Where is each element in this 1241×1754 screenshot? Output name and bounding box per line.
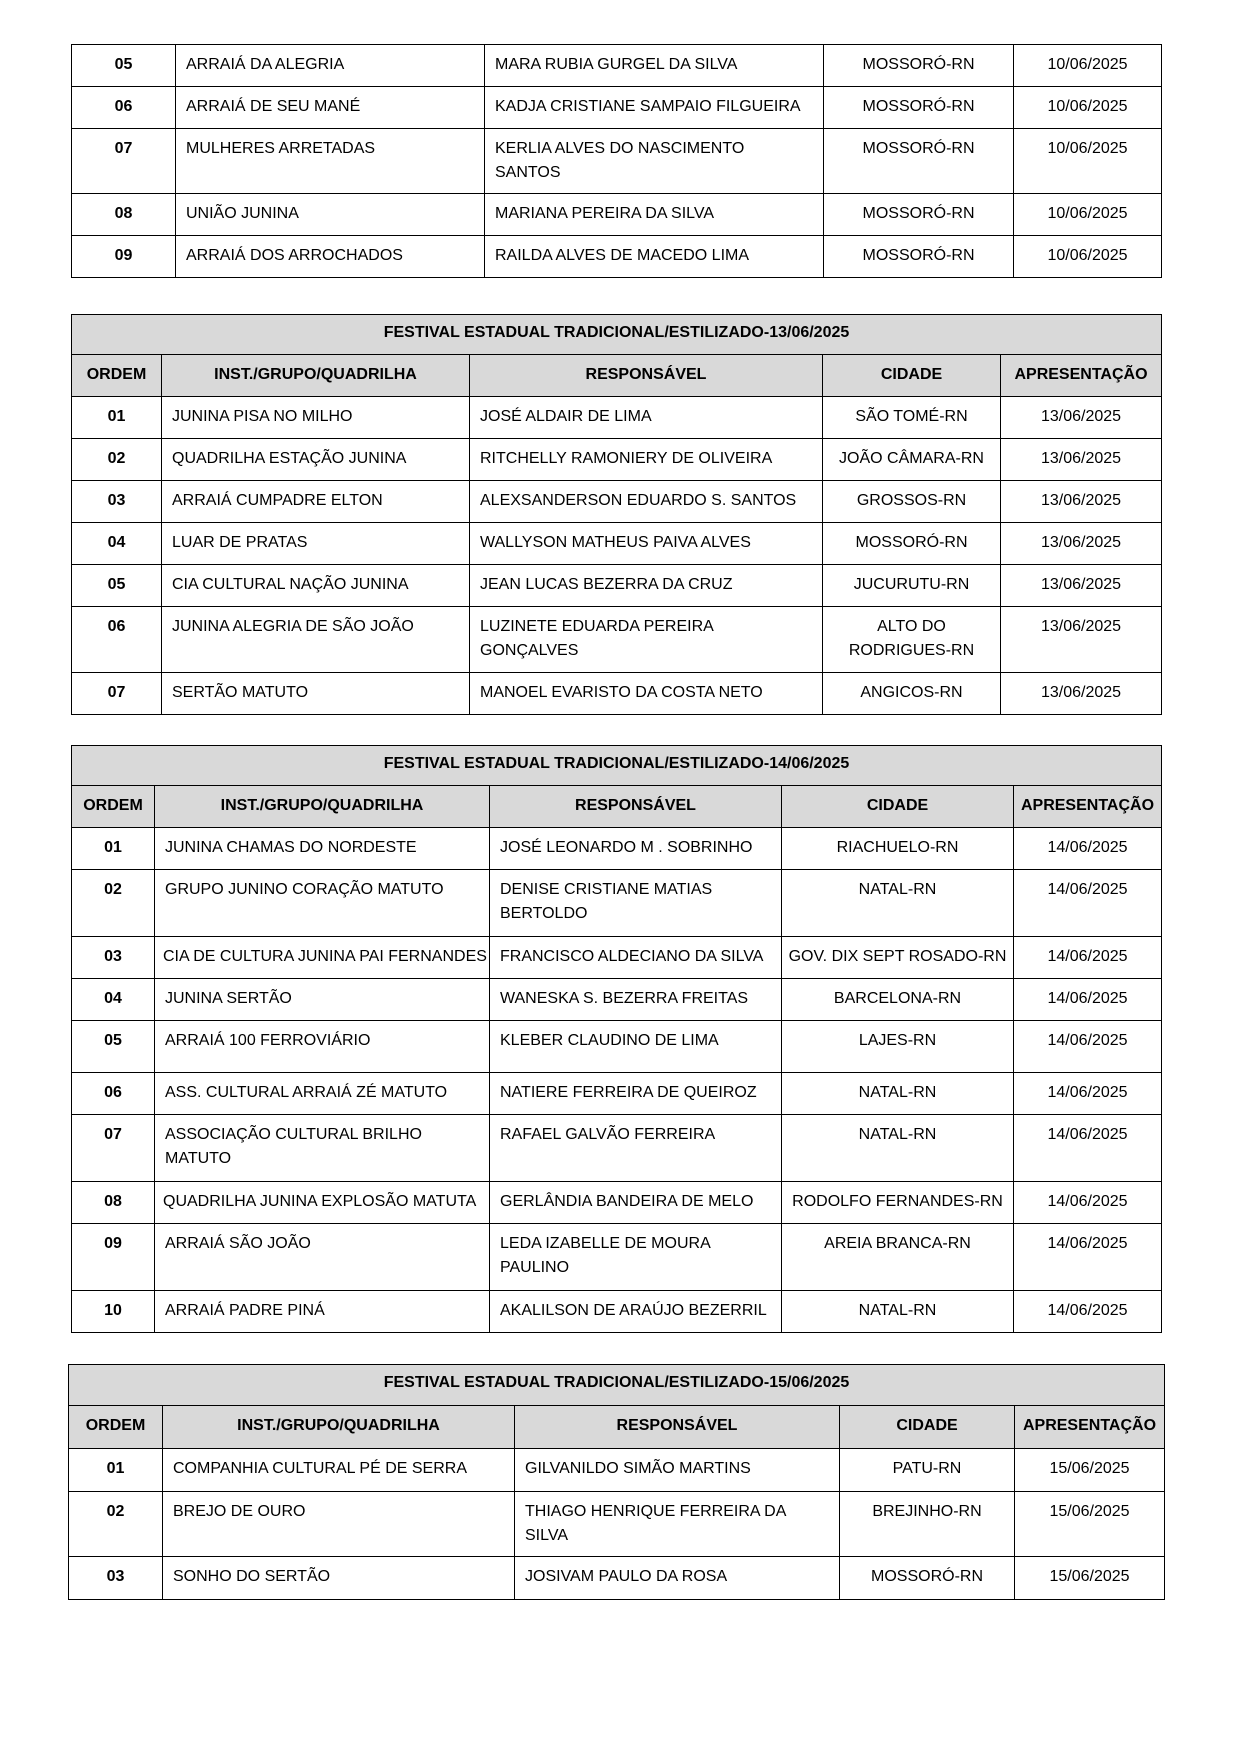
cidade-cell: GOV. DIX SEPT ROSADO-RN bbox=[782, 937, 1014, 979]
responsavel-cell: ALEXSANDERSON EDUARDO S. SANTOS bbox=[470, 481, 823, 523]
ordem-cell: 08 bbox=[72, 194, 176, 236]
table-row bbox=[72, 1115, 1162, 1182]
cidade-cell: BARCELONA-RN bbox=[782, 979, 1014, 1021]
apresentacao-cell: 14/06/2025 bbox=[1014, 1021, 1162, 1073]
grupo-cell: LUAR DE PRATAS bbox=[162, 523, 470, 565]
grupo-cell: ARRAIÁ PADRE PINÁ bbox=[155, 1291, 490, 1333]
table-row bbox=[72, 236, 1162, 278]
ordem-cell: 04 bbox=[72, 523, 162, 565]
grupo-cell: JUNINA SERTÃO bbox=[155, 979, 490, 1021]
responsavel-cell: JOSÉ ALDAIR DE LIMA bbox=[470, 397, 823, 439]
grupo-cell: MULHERES ARRETADAS bbox=[176, 129, 485, 194]
ordem-cell: 03 bbox=[72, 937, 155, 979]
cidade-cell: MOSSORÓ-RN bbox=[824, 45, 1014, 87]
cidade-cell: MOSSORÓ-RN bbox=[824, 129, 1014, 194]
apresentacao-cell: 10/06/2025 bbox=[1014, 45, 1162, 87]
table-row bbox=[72, 1224, 1162, 1291]
table-row bbox=[72, 1073, 1162, 1115]
table-row bbox=[72, 937, 1162, 979]
table-title: FESTIVAL ESTADUAL TRADICIONAL/ESTILIZADO-15/06/2025 bbox=[69, 1365, 1165, 1406]
grupo-cell: ARRAIÁ DE SEU MANÉ bbox=[176, 87, 485, 129]
ordem-cell: 06 bbox=[72, 1073, 155, 1115]
cidade-cell: JOÃO CÂMARA-RN bbox=[823, 439, 1001, 481]
schedule-table-10-06 bbox=[71, 44, 1162, 278]
responsavel-cell: LEDA IZABELLE DE MOURA PAULINO bbox=[490, 1224, 782, 1291]
apresentacao-cell: 15/06/2025 bbox=[1015, 1449, 1165, 1492]
ordem-cell: 03 bbox=[69, 1557, 163, 1600]
ordem-cell: 09 bbox=[72, 1224, 155, 1291]
grupo-cell: GRUPO JUNINO CORAÇÃO MATUTO bbox=[155, 870, 490, 937]
column-header-cidade: CIDADE bbox=[823, 355, 1001, 397]
cidade-cell: JUCURUTU-RN bbox=[823, 565, 1001, 607]
ordem-cell: 06 bbox=[72, 87, 176, 129]
apresentacao-cell: 14/06/2025 bbox=[1014, 870, 1162, 937]
cidade-cell: PATU-RN bbox=[840, 1449, 1015, 1492]
table-row bbox=[72, 439, 1162, 481]
cidade-cell: NATAL-RN bbox=[782, 1073, 1014, 1115]
column-header-grupo: INST./GRUPO/QUADRILHA bbox=[162, 355, 470, 397]
cidade-cell: MOSSORÓ-RN bbox=[823, 523, 1001, 565]
schedule-table-15-06 bbox=[68, 1364, 1165, 1600]
cidade-cell: NATAL-RN bbox=[782, 1291, 1014, 1333]
ordem-cell: 01 bbox=[72, 828, 155, 870]
ordem-cell: 05 bbox=[72, 45, 176, 87]
responsavel-cell: JOSIVAM PAULO DA ROSA bbox=[515, 1557, 840, 1600]
ordem-cell: 07 bbox=[72, 1115, 155, 1182]
schedule-table-14-06 bbox=[71, 745, 1162, 1333]
column-header-apresentacao: APRESENTAÇÃO bbox=[1014, 786, 1162, 828]
grupo-cell: CIA CULTURAL NAÇÃO JUNINA bbox=[162, 565, 470, 607]
grupo-cell: SONHO DO SERTÃO bbox=[163, 1557, 515, 1600]
cidade-cell: NATAL-RN bbox=[782, 870, 1014, 937]
cidade-cell: BREJINHO-RN bbox=[840, 1492, 1015, 1557]
ordem-cell: 05 bbox=[72, 1021, 155, 1073]
grupo-cell: QUADRILHA ESTAÇÃO JUNINA bbox=[162, 439, 470, 481]
table-row bbox=[72, 979, 1162, 1021]
responsavel-cell: KADJA CRISTIANE SAMPAIO FILGUEIRA bbox=[485, 87, 824, 129]
table-row bbox=[72, 129, 1162, 194]
apresentacao-cell: 14/06/2025 bbox=[1014, 937, 1162, 979]
ordem-cell: 02 bbox=[72, 870, 155, 937]
schedule-table-13-06 bbox=[71, 314, 1162, 715]
responsavel-cell: WALLYSON MATHEUS PAIVA ALVES bbox=[470, 523, 823, 565]
table-row bbox=[72, 828, 1162, 870]
ordem-cell: 03 bbox=[72, 481, 162, 523]
responsavel-cell: JOSÉ LEONARDO M . SOBRINHO bbox=[490, 828, 782, 870]
cidade-cell: MOSSORÓ-RN bbox=[824, 194, 1014, 236]
responsavel-cell: RAFAEL GALVÃO FERREIRA bbox=[490, 1115, 782, 1182]
apresentacao-cell: 14/06/2025 bbox=[1014, 1115, 1162, 1182]
table-row bbox=[69, 1449, 1165, 1492]
apresentacao-cell: 13/06/2025 bbox=[1001, 673, 1162, 715]
grupo-cell: JUNINA PISA NO MILHO bbox=[162, 397, 470, 439]
responsavel-cell: GILVANILDO SIMÃO MARTINS bbox=[515, 1449, 840, 1492]
column-header-grupo: INST./GRUPO/QUADRILHA bbox=[155, 786, 490, 828]
grupo-cell: ARRAIÁ 100 FERROVIÁRIO bbox=[155, 1021, 490, 1073]
column-header-responsavel: RESPONSÁVEL bbox=[470, 355, 823, 397]
apresentacao-cell: 13/06/2025 bbox=[1001, 523, 1162, 565]
table-row bbox=[72, 565, 1162, 607]
table-row bbox=[72, 481, 1162, 523]
responsavel-cell: RAILDA ALVES DE MACEDO LIMA bbox=[485, 236, 824, 278]
cidade-cell: RIACHUELO-RN bbox=[782, 828, 1014, 870]
ordem-cell: 04 bbox=[72, 979, 155, 1021]
responsavel-cell: JEAN LUCAS BEZERRA DA CRUZ bbox=[470, 565, 823, 607]
column-header-ordem: ORDEM bbox=[72, 355, 162, 397]
responsavel-cell: KLEBER CLAUDINO DE LIMA bbox=[490, 1021, 782, 1073]
grupo-cell: CIA DE CULTURA JUNINA PAI FERNANDES bbox=[155, 937, 490, 979]
responsavel-cell: KERLIA ALVES DO NASCIMENTO SANTOS bbox=[485, 129, 824, 194]
apresentacao-cell: 14/06/2025 bbox=[1014, 828, 1162, 870]
cidade-cell: NATAL-RN bbox=[782, 1115, 1014, 1182]
cidade-cell: RODOLFO FERNANDES-RN bbox=[782, 1182, 1014, 1224]
column-header-responsavel: RESPONSÁVEL bbox=[515, 1406, 840, 1449]
apresentacao-cell: 10/06/2025 bbox=[1014, 236, 1162, 278]
table-title: FESTIVAL ESTADUAL TRADICIONAL/ESTILIZADO-14/06/2025 bbox=[72, 746, 1162, 786]
cidade-cell: LAJES-RN bbox=[782, 1021, 1014, 1073]
apresentacao-cell: 14/06/2025 bbox=[1014, 979, 1162, 1021]
ordem-cell: 10 bbox=[72, 1291, 155, 1333]
grupo-cell: ARRAIÁ DOS ARROCHADOS bbox=[176, 236, 485, 278]
table-row bbox=[72, 87, 1162, 129]
column-header-grupo: INST./GRUPO/QUADRILHA bbox=[163, 1406, 515, 1449]
cidade-cell: MOSSORÓ-RN bbox=[840, 1557, 1015, 1600]
responsavel-cell: AKALILSON DE ARAÚJO BEZERRIL bbox=[490, 1291, 782, 1333]
apresentacao-cell: 10/06/2025 bbox=[1014, 194, 1162, 236]
apresentacao-cell: 14/06/2025 bbox=[1014, 1073, 1162, 1115]
apresentacao-cell: 13/06/2025 bbox=[1001, 565, 1162, 607]
column-header-ordem: ORDEM bbox=[72, 786, 155, 828]
responsavel-cell: DENISE CRISTIANE MATIAS BERTOLDO bbox=[490, 870, 782, 937]
apresentacao-cell: 10/06/2025 bbox=[1014, 129, 1162, 194]
column-header-apresentacao: APRESENTAÇÃO bbox=[1001, 355, 1162, 397]
table-title: FESTIVAL ESTADUAL TRADICIONAL/ESTILIZADO-13/06/2025 bbox=[72, 315, 1162, 355]
apresentacao-cell: 13/06/2025 bbox=[1001, 439, 1162, 481]
ordem-cell: 02 bbox=[72, 439, 162, 481]
responsavel-cell: WANESKA S. BEZERRA FREITAS bbox=[490, 979, 782, 1021]
table-row bbox=[72, 523, 1162, 565]
ordem-cell: 02 bbox=[69, 1492, 163, 1557]
table-row bbox=[72, 673, 1162, 715]
apresentacao-cell: 14/06/2025 bbox=[1014, 1182, 1162, 1224]
table-row bbox=[69, 1492, 1165, 1557]
responsavel-cell: LUZINETE EDUARDA PEREIRA GONÇALVES bbox=[470, 607, 823, 673]
ordem-cell: 05 bbox=[72, 565, 162, 607]
table-row bbox=[72, 194, 1162, 236]
grupo-cell: ARRAIÁ CUMPADRE ELTON bbox=[162, 481, 470, 523]
ordem-cell: 08 bbox=[72, 1182, 155, 1224]
responsavel-cell: NATIERE FERREIRA DE QUEIROZ bbox=[490, 1073, 782, 1115]
ordem-cell: 01 bbox=[72, 397, 162, 439]
responsavel-cell: RITCHELLY RAMONIERY DE OLIVEIRA bbox=[470, 439, 823, 481]
table-row bbox=[72, 397, 1162, 439]
table-row bbox=[72, 1182, 1162, 1224]
grupo-cell: COMPANHIA CULTURAL PÉ DE SERRA bbox=[163, 1449, 515, 1492]
ordem-cell: 07 bbox=[72, 129, 176, 194]
grupo-cell: JUNINA CHAMAS DO NORDESTE bbox=[155, 828, 490, 870]
column-header-cidade: CIDADE bbox=[840, 1406, 1015, 1449]
column-header-responsavel: RESPONSÁVEL bbox=[490, 786, 782, 828]
grupo-cell: ARRAIÁ DA ALEGRIA bbox=[176, 45, 485, 87]
ordem-cell: 06 bbox=[72, 607, 162, 673]
apresentacao-cell: 14/06/2025 bbox=[1014, 1224, 1162, 1291]
responsavel-cell: FRANCISCO ALDECIANO DA SILVA bbox=[490, 937, 782, 979]
column-header-ordem: ORDEM bbox=[69, 1406, 163, 1449]
grupo-cell: JUNINA ALEGRIA DE SÃO JOÃO bbox=[162, 607, 470, 673]
apresentacao-cell: 13/06/2025 bbox=[1001, 607, 1162, 673]
apresentacao-cell: 15/06/2025 bbox=[1015, 1557, 1165, 1600]
ordem-cell: 07 bbox=[72, 673, 162, 715]
table-row bbox=[72, 1291, 1162, 1333]
table-row bbox=[72, 607, 1162, 673]
grupo-cell: ARRAIÁ SÃO JOÃO bbox=[155, 1224, 490, 1291]
cidade-cell: GROSSOS-RN bbox=[823, 481, 1001, 523]
grupo-cell: ASS. CULTURAL ARRAIÁ ZÉ MATUTO bbox=[155, 1073, 490, 1115]
ordem-cell: 09 bbox=[72, 236, 176, 278]
table-row bbox=[72, 870, 1162, 937]
table-row bbox=[72, 45, 1162, 87]
cidade-cell: ALTO DO RODRIGUES-RN bbox=[823, 607, 1001, 673]
column-header-cidade: CIDADE bbox=[782, 786, 1014, 828]
grupo-cell: QUADRILHA JUNINA EXPLOSÃO MATUTA bbox=[155, 1182, 490, 1224]
responsavel-cell: MARA RUBIA GURGEL DA SILVA bbox=[485, 45, 824, 87]
grupo-cell: ASSOCIAÇÃO CULTURAL BRILHO MATUTO bbox=[155, 1115, 490, 1182]
cidade-cell: MOSSORÓ-RN bbox=[824, 87, 1014, 129]
grupo-cell: SERTÃO MATUTO bbox=[162, 673, 470, 715]
table-row bbox=[69, 1557, 1165, 1600]
apresentacao-cell: 14/06/2025 bbox=[1014, 1291, 1162, 1333]
responsavel-cell: MARIANA PEREIRA DA SILVA bbox=[485, 194, 824, 236]
apresentacao-cell: 10/06/2025 bbox=[1014, 87, 1162, 129]
apresentacao-cell: 13/06/2025 bbox=[1001, 481, 1162, 523]
column-header-apresentacao: APRESENTAÇÃO bbox=[1015, 1406, 1165, 1449]
grupo-cell: UNIÃO JUNINA bbox=[176, 194, 485, 236]
cidade-cell: ANGICOS-RN bbox=[823, 673, 1001, 715]
grupo-cell: BREJO DE OURO bbox=[163, 1492, 515, 1557]
responsavel-cell: MANOEL EVARISTO DA COSTA NETO bbox=[470, 673, 823, 715]
cidade-cell: AREIA BRANCA-RN bbox=[782, 1224, 1014, 1291]
table-row bbox=[72, 1021, 1162, 1073]
apresentacao-cell: 13/06/2025 bbox=[1001, 397, 1162, 439]
cidade-cell: MOSSORÓ-RN bbox=[824, 236, 1014, 278]
responsavel-cell: GERLÂNDIA BANDEIRA DE MELO bbox=[490, 1182, 782, 1224]
apresentacao-cell: 15/06/2025 bbox=[1015, 1492, 1165, 1557]
cidade-cell: SÃO TOMÉ-RN bbox=[823, 397, 1001, 439]
responsavel-cell: THIAGO HENRIQUE FERREIRA DA SILVA bbox=[515, 1492, 840, 1557]
ordem-cell: 01 bbox=[69, 1449, 163, 1492]
